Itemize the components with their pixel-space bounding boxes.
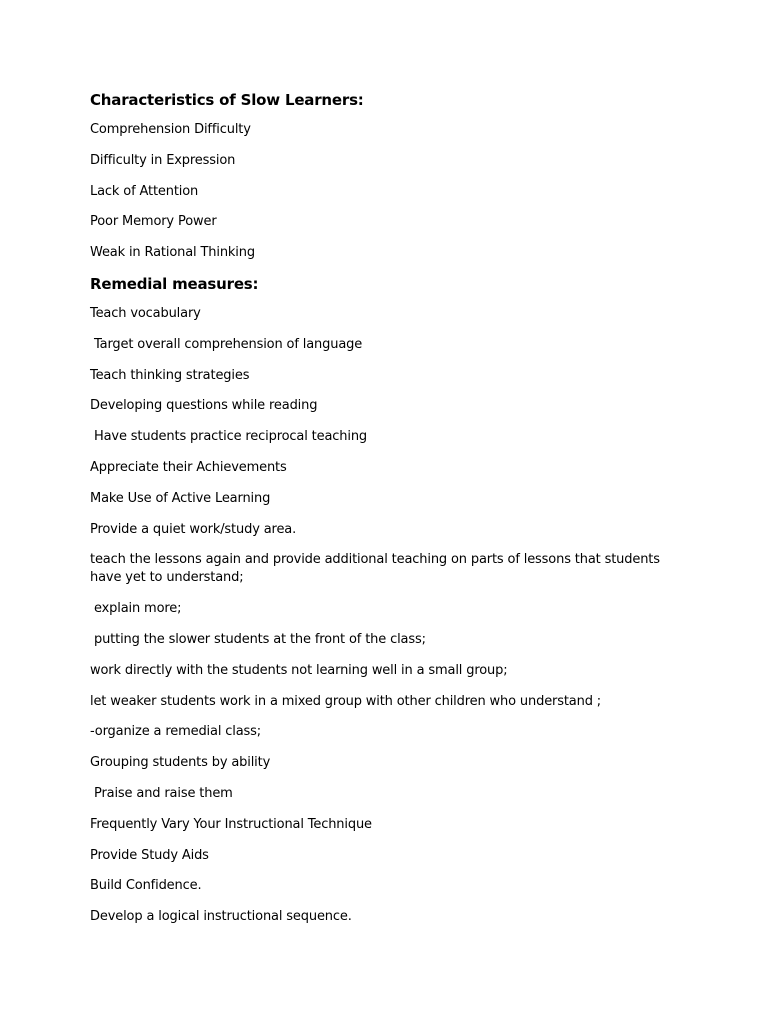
remedial-item: explain more;	[90, 601, 182, 617]
characteristic-item: Poor Memory Power	[90, 214, 217, 230]
remedial-heading: Remedial measures:	[90, 274, 259, 293]
characteristic-item: Weak in Rational Thinking	[90, 245, 255, 261]
remedial-item: Build Confidence.	[90, 878, 202, 894]
remedial-item: putting the slower students at the front of the class;	[90, 631, 426, 647]
remedial-item: Grouping students by ability	[90, 755, 271, 771]
remedial-item: Make Use of Active Learning	[90, 490, 271, 506]
characteristic-item: Difficulty in Expression	[90, 152, 236, 168]
characteristics-heading: Characteristics of Slow Learners:	[90, 91, 364, 109]
remedial-item: Target overall comprehension of language	[90, 336, 363, 352]
remedial-item: Provide a quiet work/study area.	[90, 521, 297, 537]
remedial-item: let weaker students work in a mixed group with other children who understand ;	[90, 693, 602, 709]
remedial-item: Provide Study Aids	[90, 847, 209, 863]
remedial-item: Teach vocabulary	[90, 305, 201, 321]
remedial-item: Appreciate their Achievements	[90, 459, 287, 475]
document-page	[90, 90, 680, 939]
remedial-item: Frequently Vary Your Instructional Technique	[90, 816, 372, 832]
remedial-item: teach the lessons again and provide additional teaching on parts of lessons that students have yet to understand;	[90, 552, 664, 586]
remedial-item: work directly with the students not learning well in a small group;	[90, 662, 508, 678]
remedial-item: Develop a logical instructional sequence.	[90, 909, 352, 925]
remedial-item: Praise and raise them	[90, 785, 233, 801]
characteristic-item: Comprehension Difficulty	[90, 122, 251, 137]
remedial-item: Have students practice reciprocal teaching	[90, 429, 368, 445]
remedial-item: Teach thinking strategies	[90, 367, 250, 383]
characteristic-item: Lack of Attention	[90, 183, 199, 199]
remedial-item: -organize a remedial class;	[90, 724, 262, 740]
remedial-item: Developing questions while reading	[90, 398, 318, 414]
